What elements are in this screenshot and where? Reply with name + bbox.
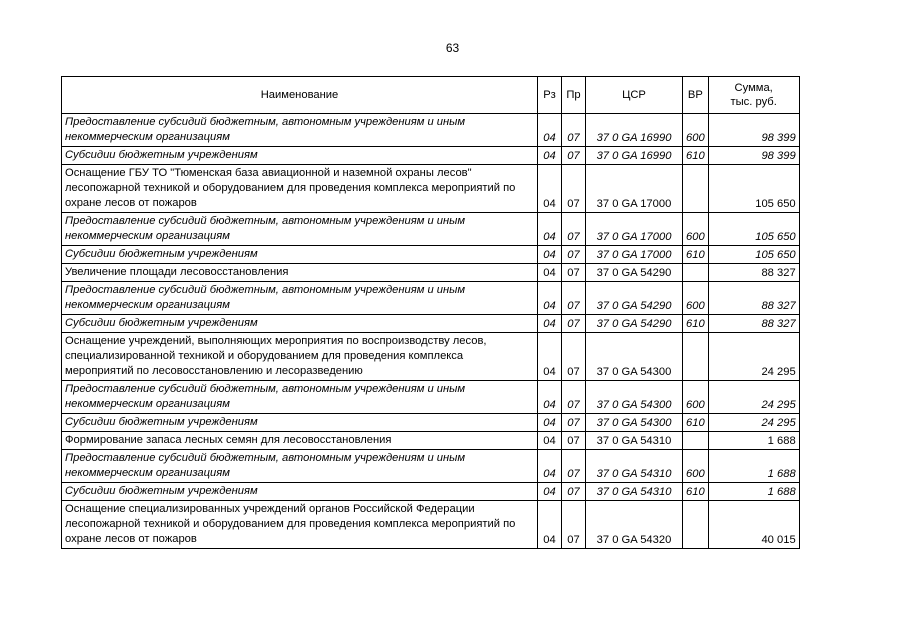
header-row <box>62 77 800 114</box>
cell-pr: 07 <box>562 264 586 282</box>
cell-csr: 37 0 GA 16990 <box>586 114 683 147</box>
cell-vr: 610 <box>683 147 709 165</box>
cell-sum: 88 327 <box>708 282 799 315</box>
cell-csr: 37 0 GA 17000 <box>586 213 683 246</box>
header-csr: ЦСР <box>586 77 683 114</box>
cell-pr: 07 <box>562 333 586 381</box>
cell-sum: 40 015 <box>708 501 799 549</box>
cell-sum: 105 650 <box>708 246 799 264</box>
cell-vr: 610 <box>683 483 709 501</box>
cell-pr: 07 <box>562 147 586 165</box>
cell-vr <box>683 264 709 282</box>
cell-csr: 37 0 GA 54290 <box>586 264 683 282</box>
cell-csr: 37 0 GA 54290 <box>586 315 683 333</box>
cell-vr: 600 <box>683 381 709 414</box>
cell-rz: 04 <box>538 501 562 549</box>
cell-csr: 37 0 GA 54320 <box>586 501 683 549</box>
cell-rz: 04 <box>538 414 562 432</box>
cell-vr: 600 <box>683 450 709 483</box>
cell-sum: 1 688 <box>708 450 799 483</box>
cell-name: Предоставление субсидий бюджетным, автономным учреждениям и иным некоммерческим организациям <box>62 114 538 147</box>
cell-rz: 04 <box>538 213 562 246</box>
cell-pr: 07 <box>562 432 586 450</box>
cell-pr: 07 <box>562 501 586 549</box>
cell-vr: 600 <box>683 213 709 246</box>
cell-vr <box>683 165 709 213</box>
cell-pr: 07 <box>562 246 586 264</box>
cell-vr <box>683 501 709 549</box>
table-row <box>62 501 800 549</box>
cell-name: Предоставление субсидий бюджетным, автономным учреждениям и иным некоммерческим организациям <box>62 282 538 315</box>
header-pr: Пр <box>562 77 586 114</box>
cell-sum: 105 650 <box>708 213 799 246</box>
cell-rz: 04 <box>538 165 562 213</box>
cell-name: Увеличение площади лесовосстановления <box>62 264 538 282</box>
cell-csr: 37 0 GA 54300 <box>586 333 683 381</box>
cell-sum: 24 295 <box>708 381 799 414</box>
cell-pr: 07 <box>562 381 586 414</box>
cell-name: Субсидии бюджетным учреждениям <box>62 147 538 165</box>
table-row <box>62 381 800 414</box>
cell-csr: 37 0 GA 54310 <box>586 483 683 501</box>
cell-sum: 98 399 <box>708 114 799 147</box>
cell-name: Предоставление субсидий бюджетным, автономным учреждениям и иным некоммерческим организациям <box>62 450 538 483</box>
cell-sum: 24 295 <box>708 414 799 432</box>
cell-sum: 105 650 <box>708 165 799 213</box>
table-row <box>62 333 800 381</box>
cell-vr: 600 <box>683 114 709 147</box>
cell-pr: 07 <box>562 450 586 483</box>
cell-sum: 24 295 <box>708 333 799 381</box>
cell-rz: 04 <box>538 282 562 315</box>
cell-sum: 88 327 <box>708 264 799 282</box>
cell-sum: 98 399 <box>708 147 799 165</box>
cell-name: Предоставление субсидий бюджетным, автономным учреждениям и иным некоммерческим организациям <box>62 381 538 414</box>
cell-rz: 04 <box>538 114 562 147</box>
cell-vr: 600 <box>683 282 709 315</box>
table-row <box>62 450 800 483</box>
cell-rz: 04 <box>538 432 562 450</box>
cell-vr <box>683 333 709 381</box>
cell-rz: 04 <box>538 147 562 165</box>
cell-rz: 04 <box>538 483 562 501</box>
cell-pr: 07 <box>562 165 586 213</box>
cell-vr: 610 <box>683 315 709 333</box>
cell-csr: 37 0 GA 54300 <box>586 414 683 432</box>
cell-csr: 37 0 GA 17000 <box>586 165 683 213</box>
header-sum: Сумма, тыс. руб. <box>708 77 799 114</box>
table-row <box>62 264 800 282</box>
cell-vr <box>683 432 709 450</box>
header-vr: ВР <box>683 77 709 114</box>
cell-rz: 04 <box>538 450 562 483</box>
cell-rz: 04 <box>538 246 562 264</box>
header-rz: Рз <box>538 77 562 114</box>
cell-pr: 07 <box>562 282 586 315</box>
cell-sum: 1 688 <box>708 432 799 450</box>
cell-name: Оснащение специализированных учреждений органов Российской Федерации лесопожарной техникой и оборудованием для проведения комплекса мероприятий по охране лесов от пожаров <box>62 501 538 549</box>
cell-name: Субсидии бюджетным учреждениям <box>62 315 538 333</box>
header-name: Наименование <box>62 77 538 114</box>
cell-vr: 610 <box>683 414 709 432</box>
cell-rz: 04 <box>538 333 562 381</box>
cell-name: Оснащение ГБУ ТО "Тюменская база авиационной и наземной охраны лесов" лесопожарной техникой и оборудованием для проведения комплекса мероприятий по охране лесов от пожаров <box>62 165 538 213</box>
cell-pr: 07 <box>562 213 586 246</box>
page-number: 63 <box>445 41 460 55</box>
cell-csr: 37 0 GA 54300 <box>586 381 683 414</box>
cell-csr: 37 0 GA 54290 <box>586 282 683 315</box>
cell-csr: 37 0 GA 17000 <box>586 246 683 264</box>
table-row <box>62 165 800 213</box>
cell-name: Предоставление субсидий бюджетным, автономным учреждениям и иным некоммерческим организациям <box>62 213 538 246</box>
cell-rz: 04 <box>538 381 562 414</box>
cell-vr: 610 <box>683 246 709 264</box>
cell-pr: 07 <box>562 114 586 147</box>
table-row <box>62 246 800 264</box>
table-row <box>62 282 800 315</box>
cell-csr: 37 0 GA 54310 <box>586 432 683 450</box>
cell-csr: 37 0 GA 16990 <box>586 147 683 165</box>
cell-name: Субсидии бюджетным учреждениям <box>62 246 538 264</box>
table-row <box>62 147 800 165</box>
cell-name: Субсидии бюджетным учреждениям <box>62 483 538 501</box>
budget-table <box>61 76 800 549</box>
table-row <box>62 114 800 147</box>
cell-sum: 1 688 <box>708 483 799 501</box>
cell-rz: 04 <box>538 264 562 282</box>
cell-name: Формирование запаса лесных семян для лесовосстановления <box>62 432 538 450</box>
table-row <box>62 213 800 246</box>
cell-name: Субсидии бюджетным учреждениям <box>62 414 538 432</box>
cell-csr: 37 0 GA 54310 <box>586 450 683 483</box>
table-row <box>62 315 800 333</box>
table-row <box>62 483 800 501</box>
cell-pr: 07 <box>562 315 586 333</box>
cell-sum: 88 327 <box>708 315 799 333</box>
cell-pr: 07 <box>562 483 586 501</box>
table-row <box>62 432 800 450</box>
cell-rz: 04 <box>538 315 562 333</box>
cell-name: Оснащение учреждений, выполняющих мероприятия по воспроизводству лесов, специализированной техникой и оборудованием для проведения комплекса мероприятий по лесовосстановлению и лесоразведению <box>62 333 538 381</box>
cell-pr: 07 <box>562 414 586 432</box>
table-row <box>62 414 800 432</box>
